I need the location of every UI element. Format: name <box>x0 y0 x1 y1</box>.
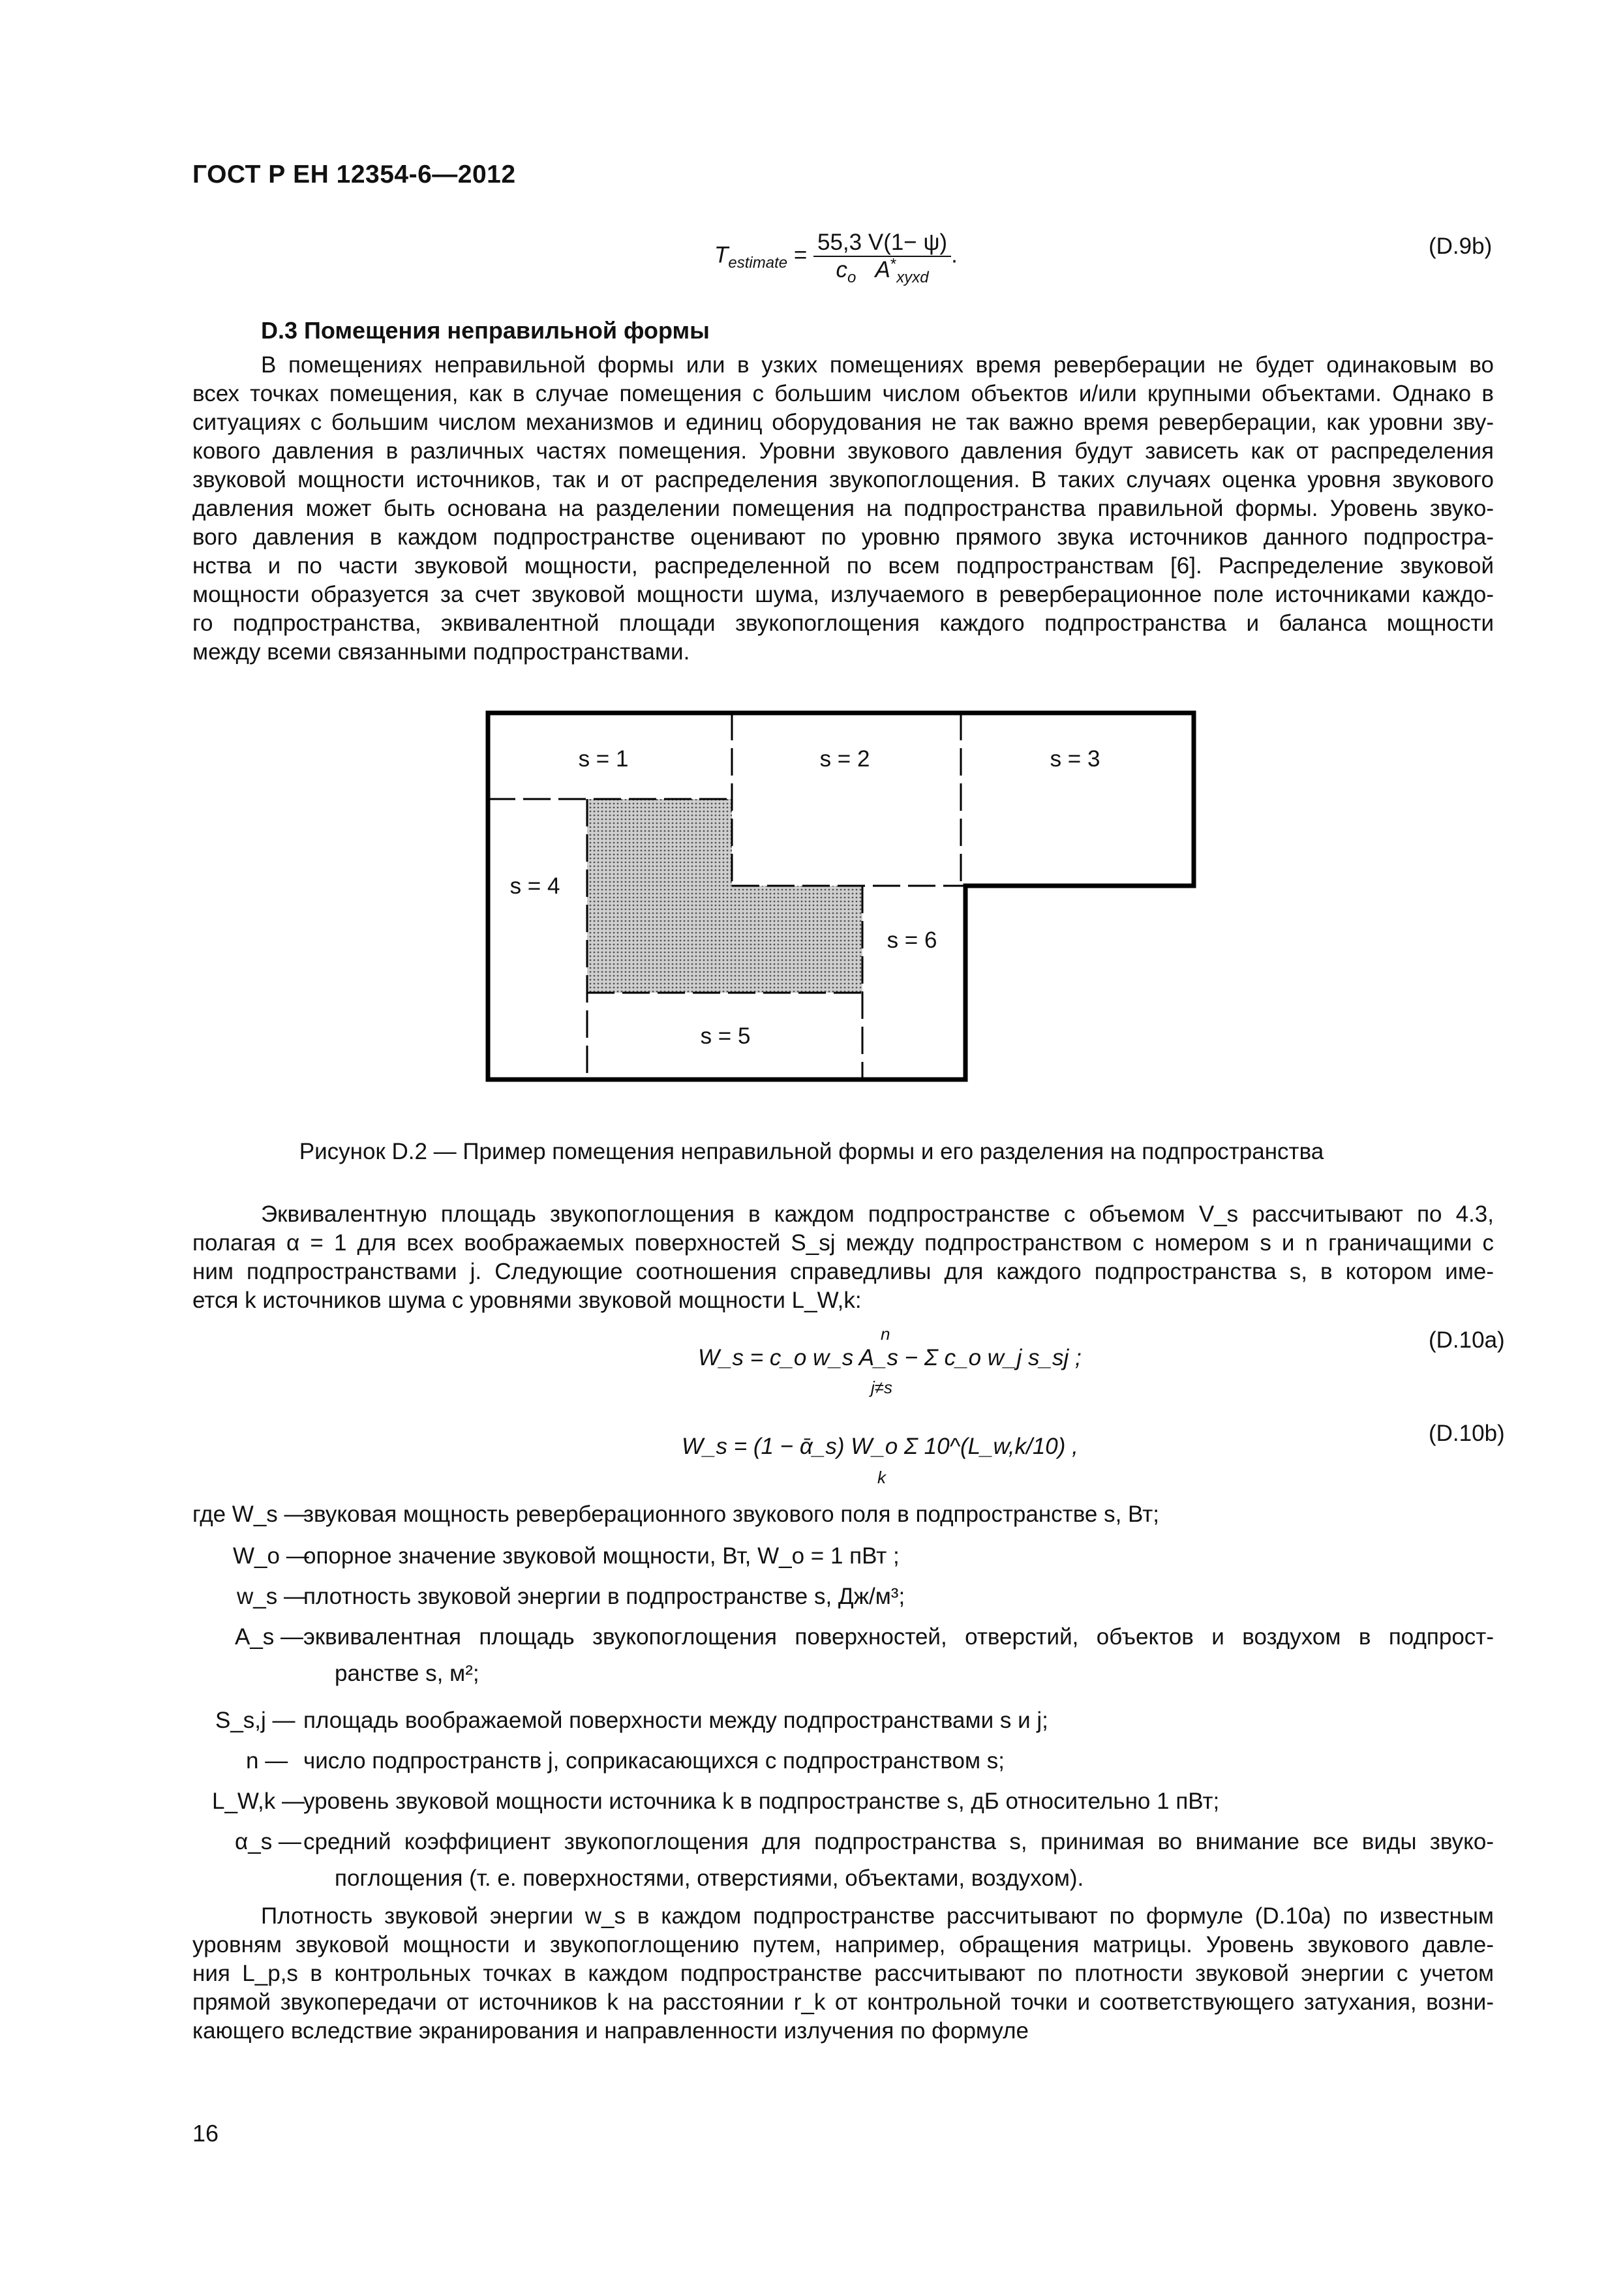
paragraph-1-line: мощности образуется за счет звуковой мощности шума, излучаемого в реверберационное поле источниками каждо- <box>192 582 1494 607</box>
paragraph-3-line: ния L_p,s в контрольных точках в каждом подпространстве рассчитывают по плотности звуковой энергии с учетом <box>192 1961 1494 1986</box>
equation-number-d10b: (D.10b) <box>1429 1421 1505 1446</box>
label-s3: s = 3 <box>1050 746 1100 772</box>
section-title: D.3 Помещения неправильной формы <box>261 317 710 344</box>
paragraph-1-line: звуковой мощности источников, так и от распределения звукопоглощения. В таких случаях оценка уровня звукового <box>192 467 1494 492</box>
paragraph-3-line: прямой звукопередачи от источников k на расстоянии r_k от контрольной точки и соответствующего затухания, возни- <box>192 1989 1494 2015</box>
paragraph-3-line: кающего вследствие экранирования и направленности излучения по формуле <box>192 2018 1029 2044</box>
paragraph-2-line: Эквивалентную площадь звукопоглощения в каждом подпространстве с объемом V_s рассчитывают по 4.3, <box>261 1201 1494 1227</box>
legend-row: S_s,j — площадь воображаемой поверхности между подпространствами s и j; <box>215 1708 1048 1733</box>
legend-row: поглощения (т. е. поверхностями, отверстиями, объектами, воздухом). <box>335 1865 1084 1891</box>
paragraph-3-line: уровням звуковой мощности и звукопоглощению путем, например, обращения матрицы. Уровень звукового давле- <box>192 1932 1494 1957</box>
legend-row: w_s — плотность звуковой энергии в подпространстве s, Дж/м³; <box>237 1584 905 1609</box>
label-s5: s = 5 <box>700 1023 751 1049</box>
equation-d9b: $T_{estimate}$ = $\frac{55,3 V(1- \psi)}{c_o A^*_{xyxd}}$ . <box>714 230 958 286</box>
equation-d10a: W_s = c_o w_s A_s − Σ c_o w_j s_sj ; <box>698 1345 1082 1370</box>
shaded-region <box>587 799 862 993</box>
equation-number-d10a: (D.10a) <box>1429 1327 1505 1353</box>
sum-bottom-d10b: k <box>877 1468 886 1487</box>
paragraph-2-line: полагая α = 1 для всех воображаемых поверхностей S_sj между подпространством с номером s и n граничащими с <box>192 1230 1494 1256</box>
legend-row: A_s — эквивалентная площадь звукопоглощения поверхностей, отверстий, объектов и воздухом в подпрост- <box>235 1624 1494 1650</box>
legend-row: n — число подпространств j, соприкасающихся с подпространством s; <box>246 1748 1005 1774</box>
label-s4: s = 4 <box>509 873 560 899</box>
figure-caption: Рисунок D.2 — Пример помещения неправильной формы и его разделения на подпространства <box>299 1139 1324 1164</box>
paragraph-1-line: между всеми связанными подпространствами. <box>192 639 690 665</box>
label-s1: s = 1 <box>578 746 629 772</box>
paragraph-1-line: всех точках помещения, как в случае помещения с большим числом объектов и/или крупными объектами. Однако в <box>192 381 1494 406</box>
paragraph-1-line: нства и по части звуковой мощности, распределенной по всем подпространствам [6]. Распределение звуковой <box>192 553 1494 579</box>
paragraph-3 <box>192 1902 1494 2046</box>
page-number: 16 <box>192 2120 219 2147</box>
paragraph-1-line: го подпространства, эквивалентной площади звукопоглощения каждого подпространства и баланса мощности <box>192 611 1494 636</box>
legend-row: ранстве s, м²; <box>335 1661 479 1686</box>
equation-d10b: W_s = (1 − ᾱ_s) W_o Σ 10^(L_w,k/10) , <box>682 1434 1078 1459</box>
equation-number-d9b: (D.9b) <box>1429 234 1493 259</box>
sum-top-d10a: n <box>881 1324 890 1344</box>
legend-row: α_s — средний коэффициент звукопоглощения для подпространства s, принимая во внимание все виды звуко- <box>235 1829 1494 1854</box>
paragraph-1-line: кового давления в различных частях помещения. Уровни звукового давления будут зависеть как от распределения <box>192 438 1494 464</box>
paragraph-1-line: вого давления в каждом подпространстве оценивают по уровню прямого звука источников данного подпростра- <box>192 524 1494 550</box>
paragraph-3-line: Плотность звуковой энергии w_s в каждом подпространстве рассчитывают по формуле (D.10a) по известным <box>261 1903 1494 1929</box>
legend-row: W_o — опорное значение звуковой мощности, Вт, W_o = 1 пВт ; <box>233 1543 900 1569</box>
legend-row: где W_s — звуковая мощность реверберационного звукового поля в подпространстве s, Вт; <box>192 1502 1159 1527</box>
paragraph-2 <box>192 1200 1494 1315</box>
paragraph-1-line: ситуациях с большим числом механизмов и единиц оборудования не так важно время реверберации, как уровни зву- <box>192 410 1494 435</box>
paragraph-1-line: В помещениях неправильной формы или в узких помещениях время реверберации не будет одинаковым во <box>261 352 1494 378</box>
paragraph-1 <box>192 351 1494 667</box>
paragraph-2-line: ним подпространствами j. Следующие соотношения справедливы для каждого подпространства s, в котором име- <box>192 1259 1494 1284</box>
paragraph-1-line: давления может быть основана на разделении помещения на подпространства правильной формы. Уровень звуко- <box>192 496 1494 521</box>
legend <box>192 1500 1494 1905</box>
sum-bottom-d10a: j≠s <box>871 1378 893 1397</box>
paragraph-2-line: ется k источников шума с уровнями звуковой мощности L_W,k: <box>192 1288 862 1313</box>
label-s2: s = 2 <box>819 746 870 772</box>
legend-row: L_W,k — уровень звуковой мощности источника k в подпространстве s, дБ относительно 1 пВт; <box>212 1789 1220 1814</box>
figure-room-subspaces <box>483 708 1200 1086</box>
document-header: ГОСТ Р ЕН 12354-6—2012 <box>192 160 516 189</box>
label-s6: s = 6 <box>887 928 937 953</box>
